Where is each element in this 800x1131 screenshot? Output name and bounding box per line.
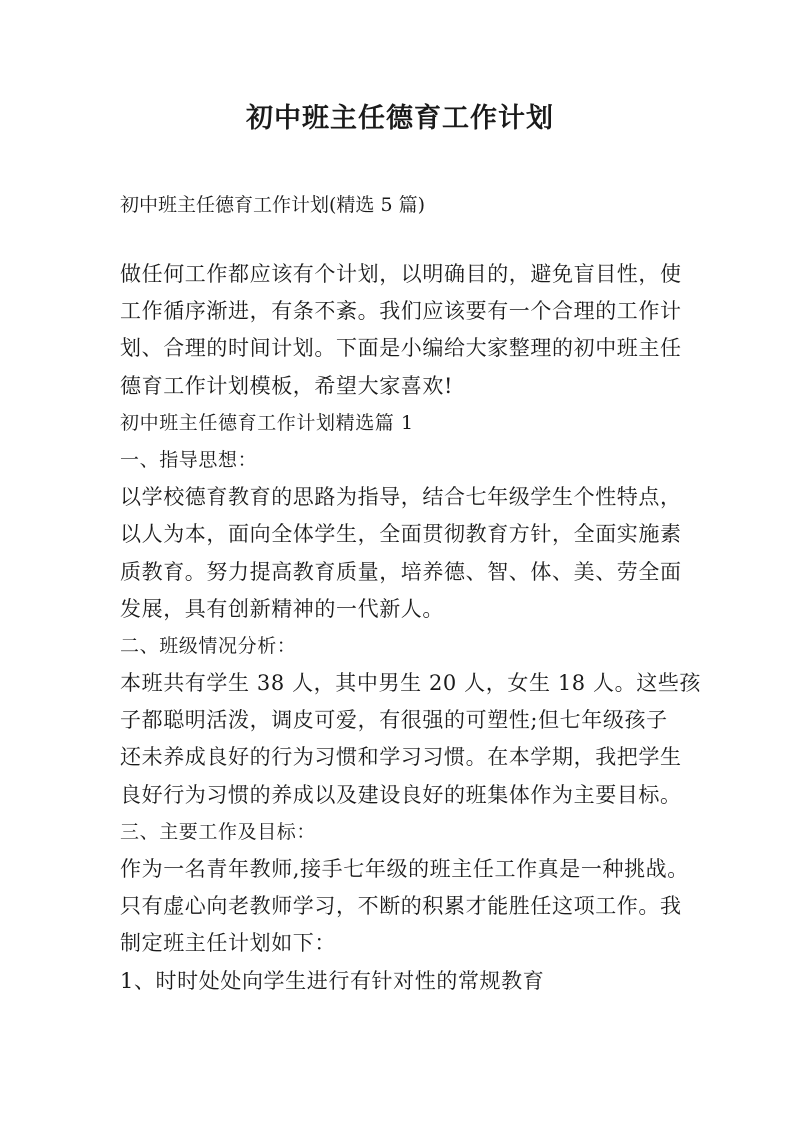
analysis-line-1: 本班共有学生 38 人，其中男生 20 人，女生 18 人。这些孩: [120, 671, 702, 696]
document-body: [120, 256, 702, 1000]
guiding-line-3: 质教育。努力提高教育质量，培养德、智、体、美、劳全面: [120, 559, 682, 584]
document-title: 初中班主任德育工作计划: [246, 103, 554, 134]
section-heading-main-work: 三、主要工作及目标：: [120, 820, 317, 843]
guiding-line-1: 以学校德育教育的思路为指导，结合七年级学生个性特点，: [120, 485, 682, 510]
work-line-1: 作为一名青年教师,接手七年级的班主任工作真是一种挑战。: [120, 857, 689, 881]
section-heading-article-1: 初中班主任德育工作计划精选篇 1: [120, 411, 414, 434]
guiding-line-2: 以人为本，面向全体学生，全面贯彻教育方针，全面实施素: [120, 522, 682, 547]
analysis-line-4: 良好行为习惯的养成以及建设良好的班集体作为主要目标。: [120, 782, 682, 807]
analysis-line-3: 还未养成良好的行为习惯和学习习惯。在本学期，我把学生: [120, 745, 682, 770]
intro-line-2: 工作循序渐进，有条不紊。我们应该要有一个合理的工作计: [120, 299, 682, 324]
work-line-3: 制定班主任计划如下：: [120, 931, 336, 956]
guiding-line-4: 发展，具有创新精神的一代新人。: [120, 596, 444, 621]
work-line-2: 只有虚心向老教师学习，不断的积累才能胜任这项工作。我: [120, 894, 682, 919]
intro-line-1: 做任何工作都应该有个计划，以明确目的，避免盲目性，使: [120, 262, 682, 286]
section-heading-class-analysis: 二、班级情况分析：: [120, 634, 297, 657]
intro-line-4: 德育工作计划模板，希望大家喜欢!: [120, 373, 454, 398]
section-heading-guiding-thought: 一、指导思想：: [120, 448, 258, 471]
document-subtitle: 初中班主任德育工作计划(精选 5 篇): [120, 194, 425, 216]
work-item-1: 1、时时处处向学生进行有针对性的常规教育: [120, 968, 545, 993]
analysis-line-2: 子都聪明活泼，调皮可爱，有很强的可塑性;但七年级孩子: [120, 708, 668, 733]
intro-line-3: 划、合理的时间计划。下面是小编给大家整理的初中班主任: [120, 336, 682, 361]
